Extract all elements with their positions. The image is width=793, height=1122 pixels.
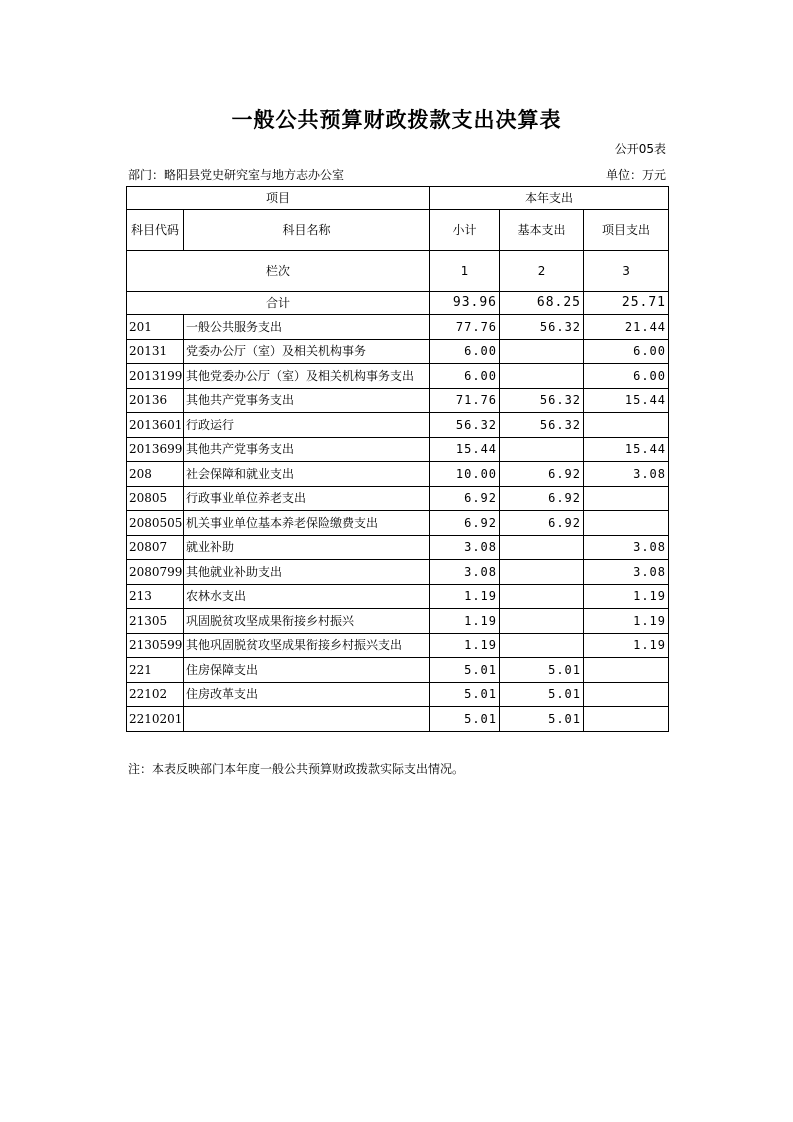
row-project <box>584 682 669 707</box>
row-subtotal: 1.19 <box>430 609 500 634</box>
row-project <box>584 511 669 536</box>
row-code: 2013699 <box>127 437 184 462</box>
page-title: 一般公共预算财政拨款支出决算表 <box>231 108 562 132</box>
row-basic: 56.32 <box>500 315 584 340</box>
row-name: 社会保障和就业支出 <box>184 462 430 487</box>
total-label: 合计 <box>127 292 430 315</box>
row-code: 20136 <box>127 388 184 413</box>
row-basic <box>500 364 584 389</box>
row-basic <box>500 339 584 364</box>
row-name <box>184 707 430 732</box>
row-name: 其他巩固脱贫攻坚成果衔接乡村振兴支出 <box>184 633 430 658</box>
row-subtotal: 3.08 <box>430 535 500 560</box>
row-project: 1.19 <box>584 609 669 634</box>
row-basic: 56.32 <box>500 413 584 438</box>
header-subtotal: 小计 <box>430 210 500 251</box>
row-basic <box>500 560 584 585</box>
row-project: 15.44 <box>584 437 669 462</box>
row-code: 20805 <box>127 486 184 511</box>
header-col2: 2 <box>500 251 584 292</box>
row-project <box>584 658 669 683</box>
row-code: 201 <box>127 315 184 340</box>
total-project: 25.71 <box>584 292 669 315</box>
row-code: 2210201 <box>127 707 184 732</box>
row-name: 党委办公厅（室）及相关机构事务 <box>184 339 430 364</box>
row-code: 2080799 <box>127 560 184 585</box>
header-row-2 <box>127 210 669 251</box>
row-code: 2130599 <box>127 633 184 658</box>
header-basic: 基本支出 <box>500 210 584 251</box>
row-name: 一般公共服务支出 <box>184 315 430 340</box>
row-project <box>584 707 669 732</box>
table-row <box>127 658 669 683</box>
row-project: 3.08 <box>584 560 669 585</box>
row-code: 21305 <box>127 609 184 634</box>
row-name: 其他共产党事务支出 <box>184 388 430 413</box>
row-name: 巩固脱贫攻坚成果衔接乡村振兴 <box>184 609 430 634</box>
table-row <box>127 364 669 389</box>
header-project: 项目支出 <box>584 210 669 251</box>
row-project: 1.19 <box>584 584 669 609</box>
form-number: 公开05表 <box>614 142 666 156</box>
row-basic <box>500 633 584 658</box>
row-name: 住房保障支出 <box>184 658 430 683</box>
row-code: 20131 <box>127 339 184 364</box>
row-basic: 5.01 <box>500 658 584 683</box>
table-row <box>127 609 669 634</box>
department-label: 部门：略阳县党史研究室与地方志办公室 <box>128 168 345 182</box>
row-subtotal: 77.76 <box>430 315 500 340</box>
row-subtotal: 6.92 <box>430 486 500 511</box>
row-basic: 6.92 <box>500 462 584 487</box>
row-project <box>584 486 669 511</box>
expenditure-table <box>126 186 669 732</box>
total-subtotal: 93.96 <box>430 292 500 315</box>
row-basic: 6.92 <box>500 511 584 536</box>
table-row <box>127 707 669 732</box>
row-subtotal: 1.19 <box>430 584 500 609</box>
row-name: 行政事业单位养老支出 <box>184 486 430 511</box>
row-subtotal: 10.00 <box>430 462 500 487</box>
row-code: 2080505 <box>127 511 184 536</box>
row-subtotal: 15.44 <box>430 437 500 462</box>
row-name: 就业补助 <box>184 535 430 560</box>
row-basic <box>500 437 584 462</box>
row-project: 15.44 <box>584 388 669 413</box>
row-project: 6.00 <box>584 339 669 364</box>
row-basic <box>500 609 584 634</box>
table-row <box>127 682 669 707</box>
row-project: 1.19 <box>584 633 669 658</box>
row-code: 213 <box>127 584 184 609</box>
unit-label: 单位：万元 <box>605 168 666 182</box>
table-row <box>127 535 669 560</box>
row-subtotal: 56.32 <box>430 413 500 438</box>
row-basic <box>500 584 584 609</box>
row-basic: 56.32 <box>500 388 584 413</box>
row-project: 3.08 <box>584 535 669 560</box>
header-code: 科目代码 <box>127 210 184 251</box>
table-row <box>127 339 669 364</box>
footnote: 注：本表反映部门本年度一般公共预算财政拨款实际支出情况。 <box>128 762 465 776</box>
row-name: 机关事业单位基本养老保险缴费支出 <box>184 511 430 536</box>
header-column-order: 栏次 <box>127 251 430 292</box>
row-subtotal: 6.92 <box>430 511 500 536</box>
row-project: 6.00 <box>584 364 669 389</box>
table-row <box>127 315 669 340</box>
row-name: 其他党委办公厅（室）及相关机构事务支出 <box>184 364 430 389</box>
header-current-year: 本年支出 <box>430 187 669 210</box>
row-name: 住房改革支出 <box>184 682 430 707</box>
table-row <box>127 633 669 658</box>
row-project: 21.44 <box>584 315 669 340</box>
row-code: 22102 <box>127 682 184 707</box>
row-subtotal: 6.00 <box>430 339 500 364</box>
table-row <box>127 511 669 536</box>
table-row <box>127 437 669 462</box>
row-project <box>584 413 669 438</box>
row-basic: 6.92 <box>500 486 584 511</box>
row-subtotal: 3.08 <box>430 560 500 585</box>
row-basic <box>500 535 584 560</box>
row-subtotal: 71.76 <box>430 388 500 413</box>
row-project: 3.08 <box>584 462 669 487</box>
table-row <box>127 388 669 413</box>
table-row <box>127 584 669 609</box>
header-col3: 3 <box>584 251 669 292</box>
row-subtotal: 1.19 <box>430 633 500 658</box>
table-row <box>127 413 669 438</box>
row-code: 208 <box>127 462 184 487</box>
header-name: 科目名称 <box>184 210 430 251</box>
header-row-3 <box>127 251 669 292</box>
row-subtotal: 6.00 <box>430 364 500 389</box>
header-item: 项目 <box>127 187 430 210</box>
row-name: 其他共产党事务支出 <box>184 437 430 462</box>
row-subtotal: 5.01 <box>430 682 500 707</box>
header-col1: 1 <box>430 251 500 292</box>
row-subtotal: 5.01 <box>430 707 500 732</box>
row-name: 其他就业补助支出 <box>184 560 430 585</box>
table-row <box>127 486 669 511</box>
row-name: 行政运行 <box>184 413 430 438</box>
row-subtotal: 5.01 <box>430 658 500 683</box>
total-basic: 68.25 <box>500 292 584 315</box>
row-code: 2013601 <box>127 413 184 438</box>
row-basic: 5.01 <box>500 682 584 707</box>
row-basic: 5.01 <box>500 707 584 732</box>
row-name: 农林水支出 <box>184 584 430 609</box>
table-row <box>127 462 669 487</box>
total-row <box>127 292 669 315</box>
row-code: 221 <box>127 658 184 683</box>
row-code: 2013199 <box>127 364 184 389</box>
table-row <box>127 560 669 585</box>
header-row-1 <box>127 187 669 210</box>
row-code: 20807 <box>127 535 184 560</box>
